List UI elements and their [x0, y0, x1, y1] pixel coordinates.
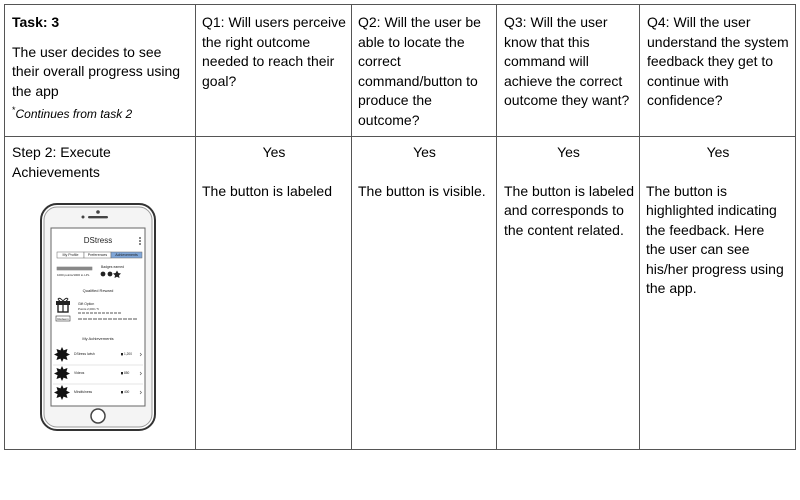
question-q2: Q2: Will the user be able to locate the correct command/button to produce the outcome? — [358, 14, 481, 128]
question-q4: Q4: Will the user understand the system feedback they get to continue with confidence? — [647, 14, 789, 108]
tab-my-profile[interactable]: My Profile — [62, 253, 79, 257]
tab-preferences[interactable]: Preferences — [87, 253, 108, 257]
badges-label: Badges earned — [101, 265, 124, 269]
task-note: *Continues from task 2 — [12, 105, 133, 121]
task-description: The user decides to see their overall progress using the app — [12, 43, 181, 99]
answer-q1: Yes — [262, 144, 286, 160]
reward-title: Gift Option — [78, 302, 95, 306]
answer-cell-q2 — [352, 143, 497, 201]
qualified-reward-heading: Qualified Reward — [82, 288, 114, 293]
progress-label: 1000 points/1000 to LPL — [57, 273, 90, 277]
achievement-points: 400 — [124, 390, 130, 394]
step-label: Step 2: Execute Achievements — [12, 144, 111, 180]
app-title: DStress — [83, 236, 113, 245]
achievement-points: 1,200 — [124, 352, 132, 356]
achievements-heading: My Achievements — [82, 336, 114, 341]
explanation-q2: The button is visible. — [358, 182, 486, 199]
answer-cell-q1 — [196, 143, 352, 201]
question-q3: Q3: Will the user know that this command will achieve the correct outcome they want? — [504, 14, 630, 108]
phone-mockup — [40, 203, 156, 431]
task-label: Task: 3 — [12, 14, 60, 30]
achievement-name: Mindfulness — [74, 390, 93, 394]
achievement-name: Videos — [74, 371, 85, 375]
question-q1: Q1: Will users perceive the right outcome needed to reach their goal? — [202, 14, 346, 89]
explanation-q3: The button is labeled and corresponds to the content related. — [504, 182, 634, 238]
answer-cell-q4 — [640, 143, 796, 299]
home-button-icon — [91, 409, 105, 423]
answer-q3: Yes — [557, 144, 580, 160]
achievement-name: DStress Iwish — [74, 352, 95, 356]
redeem-button[interactable]: Redeem — [57, 316, 69, 321]
reward-subtitle: Points 2,000 / 5 — [78, 307, 99, 311]
answer-cell-q3 — [497, 143, 640, 240]
achievement-points: 850 — [124, 371, 130, 375]
explanation-q1: The button is labeled — [202, 182, 332, 199]
task-cell — [12, 13, 190, 125]
explanation-q4: The button is highlighted indicating the feedback. Here the user can see his/her progress using the app. — [646, 182, 784, 296]
tab-achievements[interactable]: Achievements — [115, 253, 138, 257]
answer-q4: Yes — [706, 144, 730, 160]
answer-q2: Yes — [413, 144, 436, 160]
